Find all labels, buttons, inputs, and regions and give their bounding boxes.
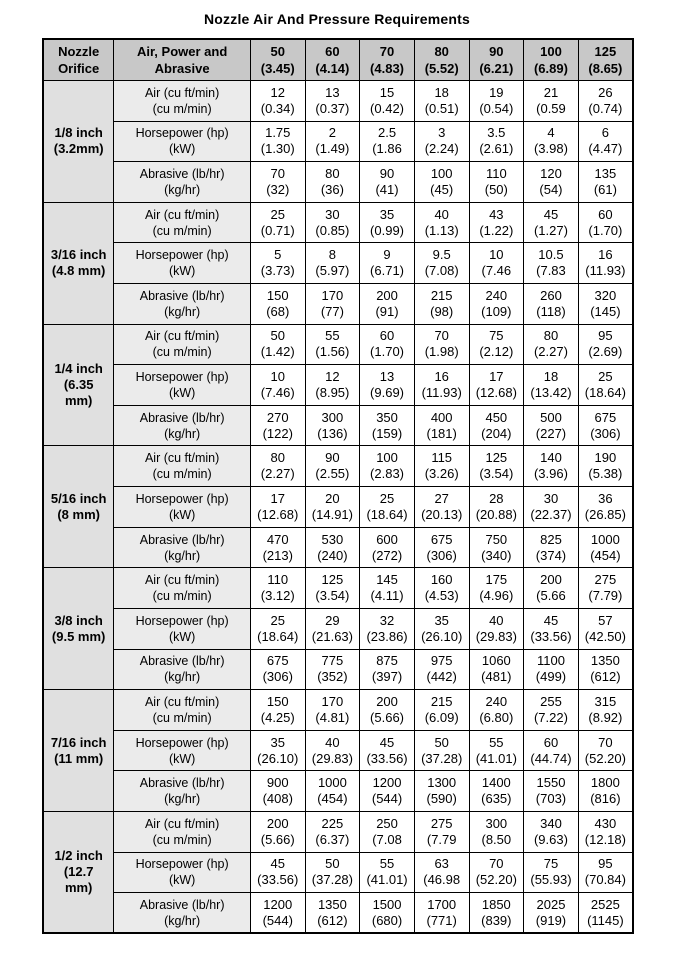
- header-pressure: 100 (6.89): [524, 39, 579, 81]
- nozzle-size-cell: 1/4 inch (6.35 mm): [43, 324, 114, 446]
- value-cell: 70 (1.98): [414, 324, 469, 365]
- value-cell: 95 (70.84): [578, 852, 633, 893]
- value-cell: 110 (3.12): [250, 568, 305, 609]
- value-cell: 1500 (680): [360, 893, 415, 934]
- value-cell: 100 (45): [414, 162, 469, 203]
- value-cell: 225 (6.37): [305, 811, 360, 852]
- row-label-hp: Horsepower (hp) (kW): [114, 487, 251, 528]
- value-cell: 19 (0.54): [469, 81, 524, 122]
- value-cell: 750 (340): [469, 527, 524, 568]
- abrasive-row: [43, 405, 633, 446]
- header-air-power-abrasive: Air, Power and Abrasive: [114, 39, 251, 81]
- value-cell: 300 (136): [305, 405, 360, 446]
- requirements-table: [42, 38, 634, 934]
- value-cell: 40 (1.13): [414, 202, 469, 243]
- header-pressure: 125 (8.65): [578, 39, 633, 81]
- abrasive-row: [43, 162, 633, 203]
- value-cell: 29 (21.63): [305, 608, 360, 649]
- value-cell: 200 (5.66): [250, 811, 305, 852]
- row-label-air: Air (cu ft/min) (cu m/min): [114, 690, 251, 731]
- header-pressure: 70 (4.83): [360, 39, 415, 81]
- value-cell: 135 (61): [578, 162, 633, 203]
- value-cell: 150 (68): [250, 284, 305, 325]
- value-cell: 45 (33.56): [360, 730, 415, 771]
- value-cell: 1550 (703): [524, 771, 579, 812]
- value-cell: 240 (109): [469, 284, 524, 325]
- horsepower-row: [43, 608, 633, 649]
- value-cell: 825 (374): [524, 527, 579, 568]
- value-cell: 35 (26.10): [414, 608, 469, 649]
- value-cell: 600 (272): [360, 527, 415, 568]
- value-cell: 17 (12.68): [250, 487, 305, 528]
- value-cell: 125 (3.54): [305, 568, 360, 609]
- air-row: [43, 81, 633, 122]
- row-label-air: Air (cu ft/min) (cu m/min): [114, 324, 251, 365]
- air-row: [43, 568, 633, 609]
- value-cell: 1800 (816): [578, 771, 633, 812]
- value-cell: 30 (22.37): [524, 487, 579, 528]
- value-cell: 1850 (839): [469, 893, 524, 934]
- row-label-air: Air (cu ft/min) (cu m/min): [114, 446, 251, 487]
- value-cell: 45 (1.27): [524, 202, 579, 243]
- value-cell: 145 (4.11): [360, 568, 415, 609]
- value-cell: 95 (2.69): [578, 324, 633, 365]
- value-cell: 35 (0.99): [360, 202, 415, 243]
- value-cell: 20 (14.91): [305, 487, 360, 528]
- value-cell: 2525 (1145): [578, 893, 633, 934]
- value-cell: 25 (18.64): [578, 365, 633, 406]
- value-cell: 100 (2.83): [360, 446, 415, 487]
- value-cell: 1300 (590): [414, 771, 469, 812]
- value-cell: 875 (397): [360, 649, 415, 690]
- value-cell: 270 (122): [250, 405, 305, 446]
- value-cell: 175 (4.96): [469, 568, 524, 609]
- air-row: [43, 202, 633, 243]
- value-cell: 200 (5.66): [360, 690, 415, 731]
- value-cell: 75 (2.12): [469, 324, 524, 365]
- value-cell: 3 (2.24): [414, 121, 469, 162]
- value-cell: 45 (33.56): [250, 852, 305, 893]
- nozzle-size-cell: 3/16 inch (4.8 mm): [43, 202, 114, 324]
- header-row: [43, 39, 633, 81]
- value-cell: 55 (41.01): [360, 852, 415, 893]
- value-cell: 1200 (544): [360, 771, 415, 812]
- value-cell: 1060 (481): [469, 649, 524, 690]
- value-cell: 900 (408): [250, 771, 305, 812]
- value-cell: 27 (20.13): [414, 487, 469, 528]
- value-cell: 430 (12.18): [578, 811, 633, 852]
- row-label-hp: Horsepower (hp) (kW): [114, 365, 251, 406]
- value-cell: 200 (91): [360, 284, 415, 325]
- value-cell: 275 (7.79: [414, 811, 469, 852]
- value-cell: 1.75 (1.30): [250, 121, 305, 162]
- value-cell: 12 (8.95): [305, 365, 360, 406]
- abrasive-row: [43, 527, 633, 568]
- value-cell: 200 (5.66: [524, 568, 579, 609]
- nozzle-size-cell: 1/8 inch (3.2mm): [43, 81, 114, 203]
- value-cell: 675 (306): [250, 649, 305, 690]
- air-row: [43, 324, 633, 365]
- value-cell: 32 (23.86): [360, 608, 415, 649]
- value-cell: 9.5 (7.08): [414, 243, 469, 284]
- horsepower-row: [43, 852, 633, 893]
- air-row: [43, 446, 633, 487]
- value-cell: 60 (1.70): [360, 324, 415, 365]
- horsepower-row: [43, 365, 633, 406]
- value-cell: 115 (3.26): [414, 446, 469, 487]
- value-cell: 170 (77): [305, 284, 360, 325]
- value-cell: 25 (0.71): [250, 202, 305, 243]
- value-cell: 150 (4.25): [250, 690, 305, 731]
- value-cell: 1200 (544): [250, 893, 305, 934]
- value-cell: 70 (32): [250, 162, 305, 203]
- value-cell: 30 (0.85): [305, 202, 360, 243]
- value-cell: 4 (3.98): [524, 121, 579, 162]
- abrasive-row: [43, 649, 633, 690]
- value-cell: 500 (227): [524, 405, 579, 446]
- value-cell: 450 (204): [469, 405, 524, 446]
- value-cell: 2 (1.49): [305, 121, 360, 162]
- value-cell: 25 (18.64): [250, 608, 305, 649]
- value-cell: 215 (6.09): [414, 690, 469, 731]
- value-cell: 45 (33.56): [524, 608, 579, 649]
- page-title: Nozzle Air And Pressure Requirements: [203, 11, 470, 27]
- value-cell: 250 (7.08: [360, 811, 415, 852]
- value-cell: 675 (306): [414, 527, 469, 568]
- value-cell: 8 (5.97): [305, 243, 360, 284]
- row-label-hp: Horsepower (hp) (kW): [114, 121, 251, 162]
- nozzle-size-cell: 5/16 inch (8 mm): [43, 446, 114, 568]
- value-cell: 3.5 (2.61): [469, 121, 524, 162]
- value-cell: 190 (5.38): [578, 446, 633, 487]
- nozzle-size-cell: 7/16 inch (11 mm): [43, 690, 114, 812]
- value-cell: 90 (2.55): [305, 446, 360, 487]
- value-cell: 1700 (771): [414, 893, 469, 934]
- value-cell: 70 (52.20): [578, 730, 633, 771]
- value-cell: 215 (98): [414, 284, 469, 325]
- value-cell: 315 (8.92): [578, 690, 633, 731]
- value-cell: 40 (29.83): [305, 730, 360, 771]
- value-cell: 50 (37.28): [414, 730, 469, 771]
- value-cell: 10 (7.46: [469, 243, 524, 284]
- value-cell: 260 (118): [524, 284, 579, 325]
- value-cell: 255 (7.22): [524, 690, 579, 731]
- value-cell: 125 (3.54): [469, 446, 524, 487]
- value-cell: 350 (159): [360, 405, 415, 446]
- row-label-air: Air (cu ft/min) (cu m/min): [114, 202, 251, 243]
- value-cell: 2025 (919): [524, 893, 579, 934]
- value-cell: 1350 (612): [578, 649, 633, 690]
- air-row: [43, 690, 633, 731]
- value-cell: 160 (4.53): [414, 568, 469, 609]
- row-label-hp: Horsepower (hp) (kW): [114, 852, 251, 893]
- value-cell: 16 (11.93): [414, 365, 469, 406]
- header-nozzle-orifice: Nozzle Orifice: [43, 39, 114, 81]
- value-cell: 12 (0.34): [250, 81, 305, 122]
- header-pressure: 80 (5.52): [414, 39, 469, 81]
- value-cell: 470 (213): [250, 527, 305, 568]
- value-cell: 110 (50): [469, 162, 524, 203]
- value-cell: 55 (1.56): [305, 324, 360, 365]
- header-pressure: 60 (4.14): [305, 39, 360, 81]
- value-cell: 13 (0.37): [305, 81, 360, 122]
- value-cell: 10.5 (7.83: [524, 243, 579, 284]
- row-label-hp: Horsepower (hp) (kW): [114, 608, 251, 649]
- value-cell: 25 (18.64): [360, 487, 415, 528]
- value-cell: 55 (41.01): [469, 730, 524, 771]
- row-label-abr: Abrasive (lb/hr) (kg/hr): [114, 649, 251, 690]
- row-label-abr: Abrasive (lb/hr) (kg/hr): [114, 893, 251, 934]
- value-cell: 15 (0.42): [360, 81, 415, 122]
- value-cell: 40 (29.83): [469, 608, 524, 649]
- nozzle-size-cell: 1/2 inch (12.7 mm): [43, 811, 114, 933]
- value-cell: 9 (6.71): [360, 243, 415, 284]
- value-cell: 1400 (635): [469, 771, 524, 812]
- value-cell: 120 (54): [524, 162, 579, 203]
- value-cell: 5 (3.73): [250, 243, 305, 284]
- value-cell: 10 (7.46): [250, 365, 305, 406]
- value-cell: 80 (36): [305, 162, 360, 203]
- value-cell: 13 (9.69): [360, 365, 415, 406]
- value-cell: 80 (2.27): [250, 446, 305, 487]
- row-label-abr: Abrasive (lb/hr) (kg/hr): [114, 771, 251, 812]
- value-cell: 28 (20.88): [469, 487, 524, 528]
- value-cell: 1350 (612): [305, 893, 360, 934]
- row-label-abr: Abrasive (lb/hr) (kg/hr): [114, 284, 251, 325]
- value-cell: 50 (1.42): [250, 324, 305, 365]
- value-cell: 975 (442): [414, 649, 469, 690]
- horsepower-row: [43, 730, 633, 771]
- value-cell: 50 (37.28): [305, 852, 360, 893]
- value-cell: 90 (41): [360, 162, 415, 203]
- value-cell: 43 (1.22): [469, 202, 524, 243]
- value-cell: 17 (12.68): [469, 365, 524, 406]
- value-cell: 70 (52.20): [469, 852, 524, 893]
- value-cell: 775 (352): [305, 649, 360, 690]
- value-cell: 240 (6.80): [469, 690, 524, 731]
- value-cell: 1100 (499): [524, 649, 579, 690]
- row-label-air: Air (cu ft/min) (cu m/min): [114, 81, 251, 122]
- value-cell: 21 (0.59: [524, 81, 579, 122]
- value-cell: 80 (2.27): [524, 324, 579, 365]
- value-cell: 57 (42.50): [578, 608, 633, 649]
- value-cell: 75 (55.93): [524, 852, 579, 893]
- horsepower-row: [43, 243, 633, 284]
- value-cell: 26 (0.74): [578, 81, 633, 122]
- value-cell: 530 (240): [305, 527, 360, 568]
- value-cell: 170 (4.81): [305, 690, 360, 731]
- header-pressure: 50 (3.45): [250, 39, 305, 81]
- value-cell: 16 (11.93): [578, 243, 633, 284]
- air-row: [43, 811, 633, 852]
- value-cell: 2.5 (1.86: [360, 121, 415, 162]
- row-label-hp: Horsepower (hp) (kW): [114, 730, 251, 771]
- nozzle-size-cell: 3/8 inch (9.5 mm): [43, 568, 114, 690]
- value-cell: 35 (26.10): [250, 730, 305, 771]
- value-cell: 1000 (454): [578, 527, 633, 568]
- table-body: [43, 81, 633, 934]
- value-cell: 400 (181): [414, 405, 469, 446]
- abrasive-row: [43, 771, 633, 812]
- abrasive-row: [43, 284, 633, 325]
- row-label-abr: Abrasive (lb/hr) (kg/hr): [114, 405, 251, 446]
- value-cell: 275 (7.79): [578, 568, 633, 609]
- row-label-air: Air (cu ft/min) (cu m/min): [114, 568, 251, 609]
- row-label-air: Air (cu ft/min) (cu m/min): [114, 811, 251, 852]
- value-cell: 18 (13.42): [524, 365, 579, 406]
- value-cell: 320 (145): [578, 284, 633, 325]
- horsepower-row: [43, 487, 633, 528]
- row-label-hp: Horsepower (hp) (kW): [114, 243, 251, 284]
- value-cell: 60 (1.70): [578, 202, 633, 243]
- header-pressure: 90 (6.21): [469, 39, 524, 81]
- value-cell: 1000 (454): [305, 771, 360, 812]
- value-cell: 60 (44.74): [524, 730, 579, 771]
- value-cell: 18 (0.51): [414, 81, 469, 122]
- value-cell: 140 (3.96): [524, 446, 579, 487]
- row-label-abr: Abrasive (lb/hr) (kg/hr): [114, 527, 251, 568]
- value-cell: 6 (4.47): [578, 121, 633, 162]
- horsepower-row: [43, 121, 633, 162]
- value-cell: 340 (9.63): [524, 811, 579, 852]
- value-cell: 300 (8.50: [469, 811, 524, 852]
- value-cell: 36 (26.85): [578, 487, 633, 528]
- value-cell: 63 (46.98: [414, 852, 469, 893]
- value-cell: 675 (306): [578, 405, 633, 446]
- abrasive-row: [43, 893, 633, 934]
- row-label-abr: Abrasive (lb/hr) (kg/hr): [114, 162, 251, 203]
